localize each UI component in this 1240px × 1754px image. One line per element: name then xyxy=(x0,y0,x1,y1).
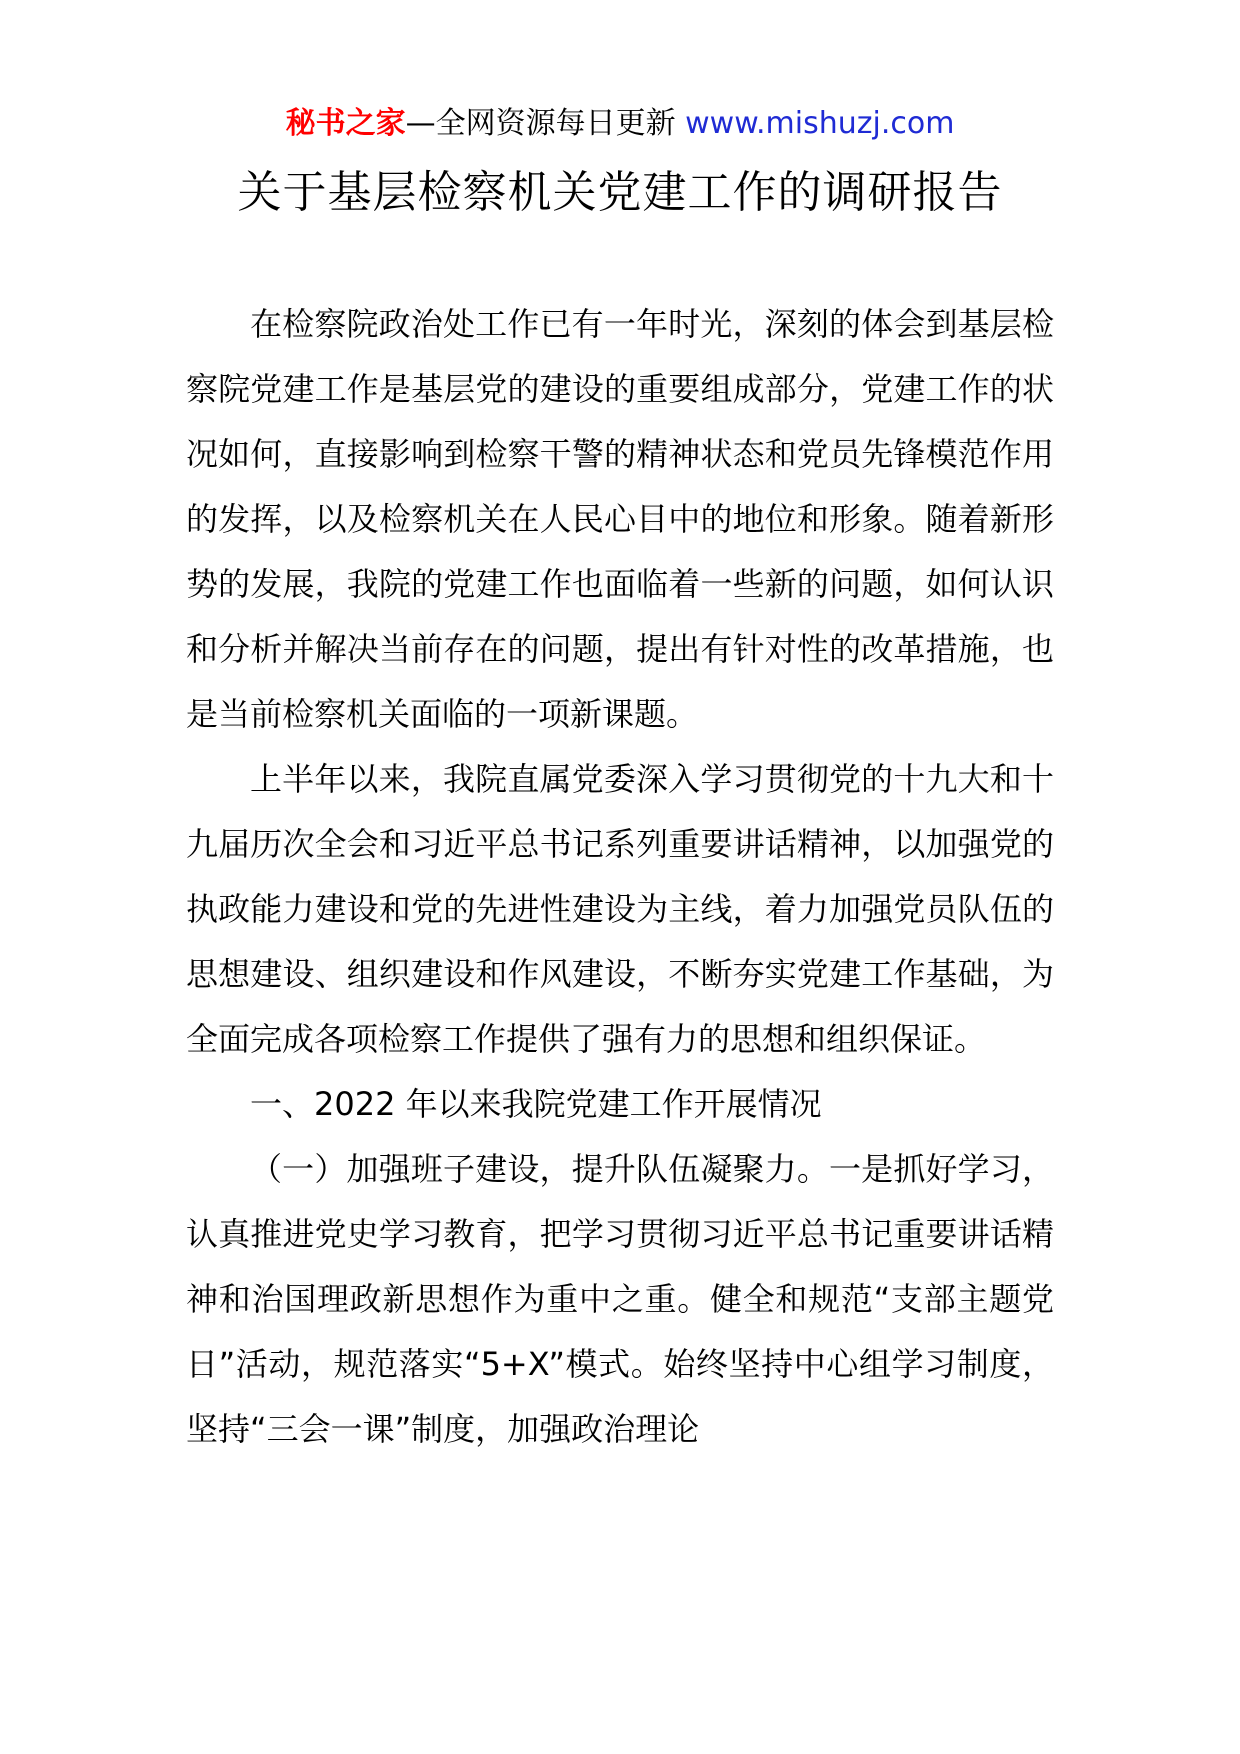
site-header xyxy=(0,102,1240,146)
subsection-paragraph: （一）加强班子建设，提升队伍凝聚力。一是抓好学习，认真推进党史学习教育，把学习贯彻习近平总书记重要讲话精神和治国理政新思想作为重中之重。健全和规范“支部主题党日”活动，规范落实“5+X”模式。始终坚持中心组学习制度，坚持“三会一课”制度，加强政治理论 xyxy=(186,1150,1054,1448)
intro-paragraph: 在检察院政治处工作已有一年时光，深刻的体会到基层检察院党建工作是基层党的建设的重要组成部分，党建工作的状况如何，直接影响到检察干警的精神状态和党员先锋模范作用的发挥，以及检察机关在人民心目中的地位和形象。随着新形势的发展，我院的党建工作也面临着一些新的问题，如何认识和分析并解决当前存在的问题，提出有针对性的改革措施，也是当前检察机关面临的一项新课题。 xyxy=(186,305,1054,733)
brand-name: 秘书之家 xyxy=(285,106,406,141)
section-heading: 一、2022 年以来我院党建工作开展情况 xyxy=(250,1085,822,1123)
summary-paragraph: 上半年以来，我院直属党委深入学习贯彻党的十九大和十九届历次全会和习近平总书记系列重要讲话精神，以加强党的执政能力建设和党的先进性建设为主线，着力加强党员队伍的思想建设、组织建设和作风建设，不断夯实党建工作基础，为全面完成各项检察工作提供了强有力的思想和组织保证。 xyxy=(186,760,1054,1058)
site-url-link[interactable]: www.mishuzj.com xyxy=(685,106,955,141)
document-body xyxy=(186,292,1054,1462)
header-tagline: —全网资源每日更新 xyxy=(405,106,676,141)
document-title: 关于基层检察机关党建工作的调研报告 xyxy=(237,167,1003,218)
